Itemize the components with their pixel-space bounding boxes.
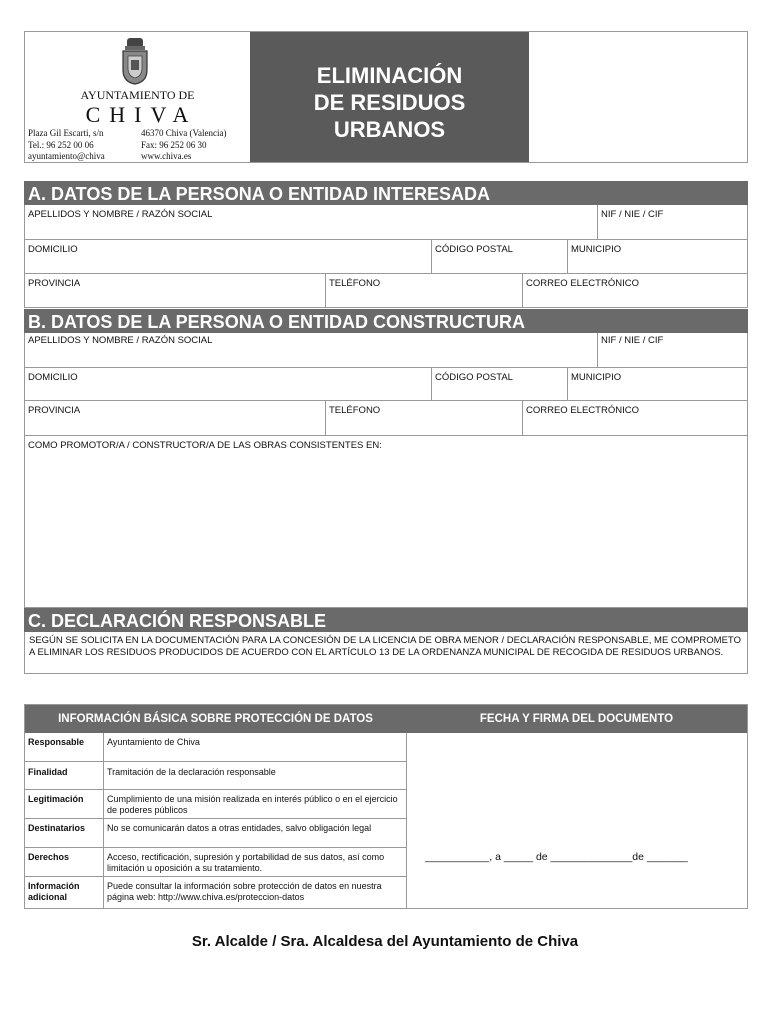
signature-date-line[interactable]: ___________, a _____ de ______________de _______ [425, 851, 688, 863]
address-email: ayuntamiento@chiva [28, 151, 105, 161]
data-protection-table [24, 704, 748, 909]
address-city: 46370 Chiva (Valencia) [141, 128, 227, 138]
cp-label: CÓDIGO POSTAL [435, 244, 513, 255]
section-a-table [24, 205, 748, 308]
cp-label: CÓDIGO POSTAL [435, 372, 513, 383]
protection-value: Tramitación de la declaración responsable [103, 762, 406, 789]
name-label: APELLIDOS Y NOMBRE / RAZÓN SOCIAL [28, 209, 213, 220]
section-b-table [24, 333, 748, 608]
protection-row [25, 847, 406, 876]
nif-label: NIF / NIE / CIF [601, 335, 664, 346]
provincia-label: PROVINCIA [28, 278, 81, 289]
protection-value: Puede consultar la información sobre protección de datos en nuestra página web: http://www.chiva.es/proteccion-datos [103, 877, 406, 908]
section-a-row-address [25, 239, 747, 273]
email-label: CORREO ELECTRÓNICO [526, 405, 639, 416]
protection-row [25, 818, 406, 847]
title-line-3: URBANOS [333, 117, 446, 142]
protection-key: Derechos [28, 852, 70, 862]
obras-label: COMO PROMOTOR/A / CONSTRUCTOR/A DE LAS OBRAS CONSISTENTES EN: [28, 440, 382, 451]
telefono-field[interactable] [325, 401, 522, 435]
municipio-field[interactable] [567, 240, 747, 273]
protection-key: Legitimación [28, 794, 84, 804]
address-web: www.chiva.es [141, 151, 192, 161]
protection-value: No se comunicarán datos a otras entidades, salvo obligación legal [103, 819, 406, 847]
cp-field[interactable] [431, 368, 567, 400]
title-line-1: ELIMINACIÓN [316, 63, 463, 88]
provincia-field[interactable] [25, 401, 325, 435]
org-name-line1: AYUNTAMIENTO DE [80, 88, 195, 102]
cp-field[interactable] [431, 240, 567, 273]
nif-label: NIF / NIE / CIF [601, 209, 664, 220]
provincia-field[interactable] [25, 274, 325, 307]
address-fax: Fax: 96 252 06 30 [141, 139, 207, 150]
section-b-row-obras [25, 435, 747, 607]
domicilio-label: DOMICILIO [28, 244, 78, 255]
protection-key: Finalidad [28, 767, 68, 777]
protection-value: Acceso, rectificación, supresión y portabilidad de sus datos, así como limitación u oposición a su tratamiento. [103, 848, 406, 876]
org-name-line2: CHIVA [85, 102, 198, 127]
section-a-row-contact [25, 273, 747, 307]
title-line-2: DE RESIDUOS [313, 90, 466, 115]
signature-header: FECHA Y FIRMA DEL DOCUMENTO [406, 705, 747, 733]
signature-divider [406, 733, 407, 908]
protection-key: Responsable [28, 737, 85, 747]
municipio-field[interactable] [567, 368, 747, 400]
protection-key: Información adicional [28, 881, 80, 902]
domicilio-field[interactable] [25, 240, 431, 273]
name-field[interactable] [25, 333, 597, 367]
domicilio-field[interactable] [25, 368, 431, 400]
coat-of-arms-icon [119, 36, 151, 86]
nif-field[interactable] [597, 205, 747, 239]
telefono-field[interactable] [325, 274, 522, 307]
domicilio-label: DOMICILIO [28, 372, 78, 383]
address-left [28, 128, 105, 163]
nif-field[interactable] [597, 333, 747, 367]
municipio-label: MUNICIPIO [571, 244, 622, 255]
section-a-header: A. DATOS DE LA PERSONA O ENTIDAD INTERESADA [24, 181, 748, 205]
protection-key: Destinatarios [28, 823, 86, 833]
telefono-label: TELÉFONO [329, 278, 381, 289]
document-title [250, 32, 529, 162]
email-field[interactable] [522, 401, 747, 435]
provincia-label: PROVINCIA [28, 405, 81, 416]
telefono-label: TELÉFONO [329, 405, 381, 416]
protection-row [25, 789, 406, 818]
protection-row [25, 761, 406, 789]
section-b-row-contact [25, 400, 747, 435]
municipal-logo-block [25, 32, 250, 162]
data-protection-header: INFORMACIÓN BÁSICA SOBRE PROTECCIÓN DE DATOS [25, 705, 406, 733]
address-phone: Tel.: 96 252 00 06 [28, 139, 94, 150]
obras-field[interactable] [25, 436, 747, 607]
addressee-footer: Sr. Alcalde / Sra. Alcaldesa del Ayuntamiento de Chiva [191, 933, 579, 950]
name-field[interactable] [25, 205, 597, 239]
protection-value: Cumplimiento de una misión realizada en interés público o en el ejercicio de poderes públicos [103, 790, 406, 818]
document-title-text [250, 62, 529, 143]
protection-value: Ayuntamiento de Chiva [103, 733, 406, 761]
section-b-row-address [25, 367, 747, 400]
section-c-header: C. DECLARACIÓN RESPONSABLE [24, 608, 748, 632]
section-a-row-name [25, 205, 747, 239]
section-b-header: B. DATOS DE LA PERSONA O ENTIDAD CONSTRUCTURA [24, 309, 748, 333]
declaration-text: SEGÚN SE SOLICITA EN LA DOCUMENTACIÓN PARA LA CONCESIÓN DE LA LICENCIA DE OBRA MENOR / DECLARACIÓN RESPONSABLE, ME COMPROMETO A ELIMINAR LOS RESIDUOS PRODUCIDOS DE ACUERDO CON EL ARTÍCULO 13 DE LA ORDENANZA MUNICIPAL DE RECOGIDA DE RESIDUOS URBANOS. [24, 632, 748, 674]
document-header [24, 31, 748, 163]
protection-row [25, 876, 406, 908]
email-field[interactable] [522, 274, 747, 307]
municipio-label: MUNICIPIO [571, 372, 622, 383]
name-label: APELLIDOS Y NOMBRE / RAZÓN SOCIAL [28, 335, 213, 346]
section-b-row-name [25, 333, 747, 367]
email-label: CORREO ELECTRÓNICO [526, 278, 639, 289]
address-right [141, 128, 226, 163]
protection-row [25, 733, 406, 761]
address-street: Plaza Gil Escarti, s/n [28, 128, 104, 138]
